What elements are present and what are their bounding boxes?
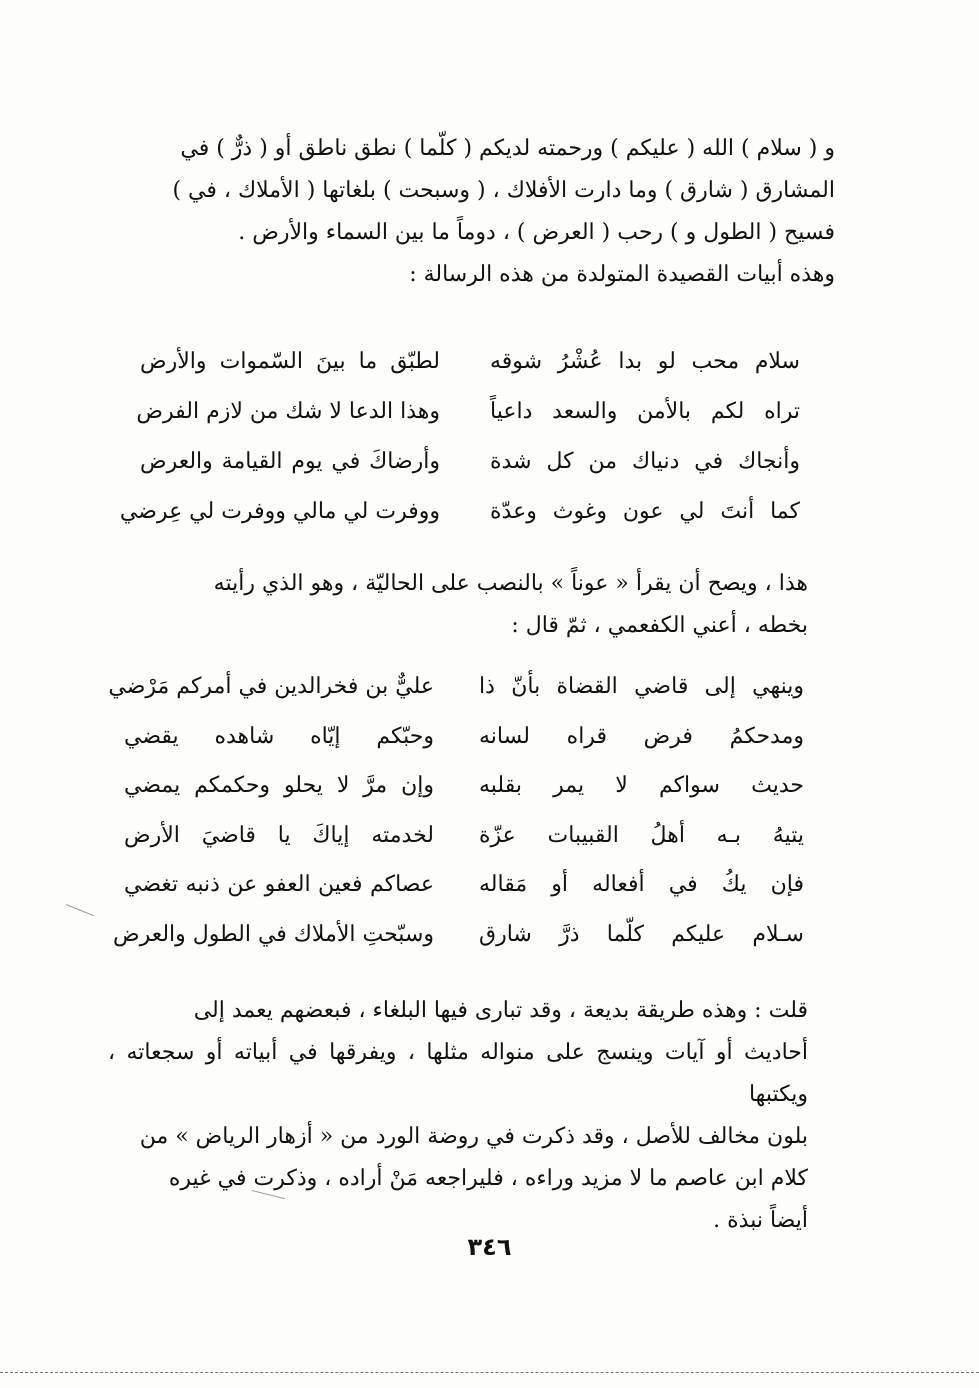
verse-row xyxy=(119,486,800,536)
scan-bottom-edge xyxy=(0,1372,979,1373)
verse-second-hemistich: عصاكم فعين العفو عن ذنبه تغضي xyxy=(124,872,434,898)
page-number: ٣٤٦ xyxy=(467,1233,512,1261)
verse-row xyxy=(124,761,804,811)
verse-second-hemistich: وأرضاكَ في يوم القيامة والعرض xyxy=(140,448,440,474)
verse-first-hemistich: حديث سواكم لا يمر بقلبه xyxy=(479,773,804,799)
verse-second-hemistich: لخدمته إياكَ يا قاضيَ الأرض xyxy=(124,822,434,848)
verse-second-hemistich: وحبّكم إيّاه شاهده يقضي xyxy=(124,723,434,749)
verse-row xyxy=(124,712,804,762)
verse-first-hemistich: سـلام عليكم كلّما ذرَّ شارق xyxy=(479,921,804,947)
verse-first-hemistich: وينهي إلى قاضي القضاة بأنّ ذا xyxy=(479,674,804,700)
verse-first-hemistich: ومدحكمُ فرض قراه لسانه xyxy=(479,723,804,749)
middle-paragraph xyxy=(108,563,808,647)
verse-second-hemistich: وهذا الدعا لا شك من لازم الفرض xyxy=(136,398,440,424)
closing-line: أحاديث أو آيات وينسج على منواله مثلها ، ويفرقها في أبياته أو سجعاته ، ويكتبها xyxy=(108,1040,808,1107)
verse-second-hemistich: وإن مرَّ لا يحلو وحكمكم يمضي xyxy=(124,773,434,799)
intro-line: و ( سلام ) الله ( عليكم ) ورحمته لديكم ( كلّما ) نطق ناطق أو ( ذرٌّ ) في xyxy=(180,136,835,161)
closing-paragraph xyxy=(108,990,808,1242)
verse-first-hemistich: سلام محب لو بدا عُشْرُ شوقه xyxy=(490,348,800,374)
closing-line: بلون مخالف للأصل ، وقد ذكرت في روضة الورد من « أزهار الرياض » من xyxy=(139,1124,808,1149)
intro-line: فسيح ( الطول و ) رحب ( العرض ) ، دوماً ما بين السماء والأرض . xyxy=(238,220,835,245)
verse-second-hemistich: وسبّحتِ الأملاك في الطول والعرض xyxy=(112,921,434,947)
verse-second-hemistich: عليٌّ بن فخرالدين في أمركم مَرْضي xyxy=(108,674,434,700)
verse-row xyxy=(124,860,804,910)
poem-second xyxy=(108,662,804,959)
verse-row xyxy=(140,436,800,486)
middle-line: بخطه ، أعني الكفعمي ، ثمّ قال : xyxy=(511,613,808,638)
verse-first-hemistich: تراه لكم بالأمن والسعد داعياً xyxy=(490,398,800,424)
scan-artifact-mark xyxy=(66,904,94,916)
verse-second-hemistich: لطبّق ما بينَ السّموات والأرض xyxy=(140,348,440,374)
verse-row xyxy=(136,386,800,436)
poem-first xyxy=(119,336,800,536)
verse-first-hemistich: كما أنتَ لي عون وغوث وعدّة xyxy=(490,498,800,524)
closing-line: قلت : وهذه طريقة بديعة ، وقد تبارى فيها البلغاء ، فبعضهم يعمد إلى xyxy=(193,998,808,1023)
closing-line: كلام ابن عاصم ما لا مزيد وراءه ، فليراجعه مَنْ أراده ، وذكرت في غيره xyxy=(168,1166,808,1191)
intro-line: وهذه أبيات القصيدة المتولدة من هذه الرسالة : xyxy=(409,262,835,287)
closing-line: أيضاً نبذة . xyxy=(713,1208,808,1233)
verse-row xyxy=(112,910,804,960)
verse-row xyxy=(124,811,804,861)
verse-row xyxy=(140,336,800,386)
middle-line: هذا ، ويصح أن يقرأ « عوناً » بالنصب على الحاليّة ، وهو الذي رأيته xyxy=(213,571,808,596)
verse-first-hemistich: يتيهُ بـه أهلُ القبيبات عزّة xyxy=(479,822,804,848)
intro-paragraph xyxy=(120,128,835,296)
intro-line: المشارق ( شارق ) وما دارت الأفلاك ، ( وسبحت ) بلغاتها ( الأملاك ، في ) xyxy=(172,178,835,203)
verse-second-hemistich: ووفرت لي مالي ووفرت لي عِرضي xyxy=(119,498,440,524)
verse-first-hemistich: وأنجاك في دنياك من كل شدة xyxy=(490,448,800,474)
verse-first-hemistich: فإن يكُ في أفعاله أو مَقاله xyxy=(479,872,804,898)
verse-row xyxy=(108,662,804,712)
